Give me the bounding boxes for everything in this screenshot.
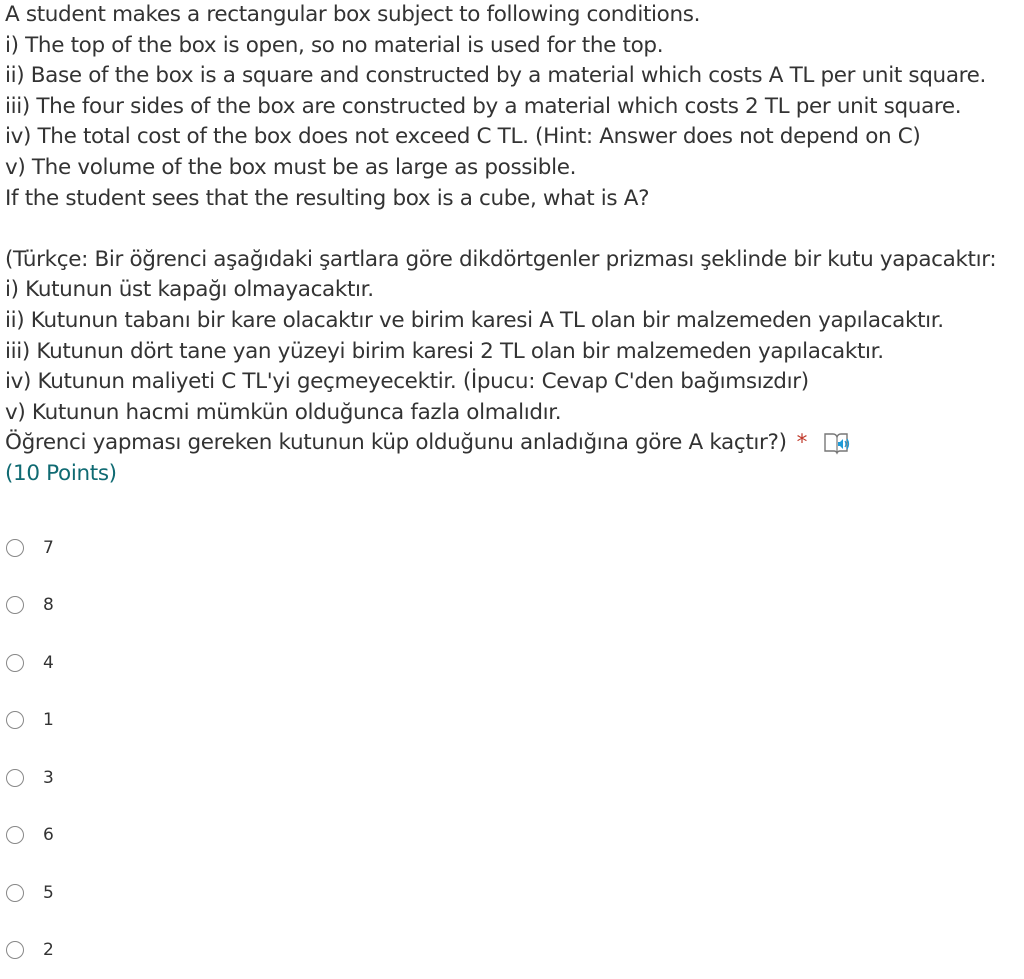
option-label: 6 [43, 825, 54, 845]
radio-button[interactable] [6, 769, 24, 787]
required-marker: * [797, 428, 807, 459]
question-line: v) Kutunun hacmi mümkün olduğunca fazla olmalıdır. [5, 398, 1020, 429]
answer-option[interactable] [6, 864, 54, 922]
question-block [5, 0, 1020, 490]
question-line: iv) Kutunun maliyeti C TL'yi geçmeyecektir. (İpucu: Cevap C'den bağımsızdır) [5, 367, 1020, 398]
question-last-line [5, 428, 1020, 459]
question-spacer [5, 214, 1020, 245]
question-line: iii) The four sides of the box are constructed by a material which costs 2 TL per unit square. [5, 92, 1020, 123]
option-label: 1 [43, 710, 54, 730]
question-line: iv) The total cost of the box does not exceed C TL. (Hint: Answer does not depend on C) [5, 122, 1020, 153]
question-line: (Türkçe: Bir öğrenci aşağıdaki şartlara göre dikdörtgenler prizması şeklinde bir kutu yapacaktır: [5, 245, 1020, 276]
answer-option[interactable] [6, 519, 54, 577]
answer-option[interactable] [6, 634, 54, 692]
answer-option[interactable] [6, 807, 54, 865]
option-label: 5 [43, 883, 54, 903]
option-label: 3 [43, 768, 54, 788]
answer-option[interactable] [6, 922, 54, 979]
question-line: If the student sees that the resulting box is a cube, what is A? [5, 184, 1020, 215]
radio-button[interactable] [6, 539, 24, 557]
question-line: A student makes a rectangular box subject to following conditions. [5, 0, 1020, 31]
question-line: ii) Kutunun tabanı bir kare olacaktır ve birim karesi A TL olan bir malzemeden yapılacaktır. [5, 306, 1020, 337]
option-label: 8 [43, 595, 54, 615]
answer-option[interactable] [6, 577, 54, 635]
option-label: 2 [43, 940, 54, 960]
question-line: i) The top of the box is open, so no material is used for the top. [5, 31, 1020, 62]
radio-button[interactable] [6, 654, 24, 672]
question-line: i) Kutunun üst kapağı olmayacaktır. [5, 275, 1020, 306]
answer-option[interactable] [6, 692, 54, 750]
radio-button[interactable] [6, 826, 24, 844]
question-line: v) The volume of the box must be as large as possible. [5, 153, 1020, 184]
immersive-reader-icon[interactable] [823, 431, 853, 457]
answer-option[interactable] [6, 749, 54, 807]
option-label: 7 [43, 538, 54, 558]
radio-button[interactable] [6, 884, 24, 902]
question-line: ii) Base of the box is a square and constructed by a material which costs A TL per unit square. [5, 61, 1020, 92]
answer-options [6, 519, 54, 979]
question-line: Öğrenci yapması gereken kutunun küp olduğunu anladığına göre A kaçtır?) [5, 428, 787, 459]
radio-button[interactable] [6, 711, 24, 729]
radio-button[interactable] [6, 941, 24, 959]
points-label: (10 Points) [5, 459, 1020, 490]
option-label: 4 [43, 653, 54, 673]
radio-button[interactable] [6, 596, 24, 614]
question-line: iii) Kutunun dört tane yan yüzeyi birim karesi 2 TL olan bir malzemeden yapılacaktır. [5, 337, 1020, 368]
